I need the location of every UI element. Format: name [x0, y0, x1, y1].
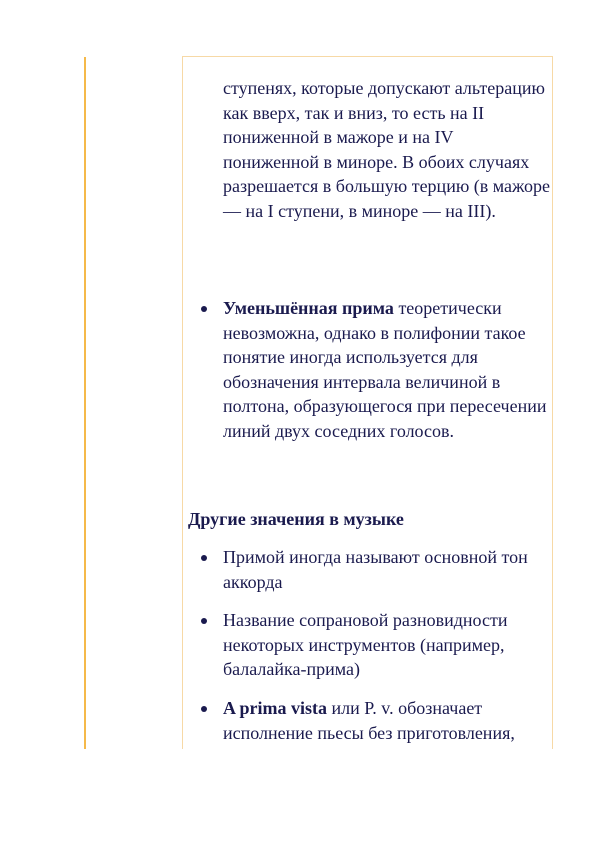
section-heading: Другие значения в музыке [188, 509, 404, 529]
left-margin-rule [84, 57, 86, 749]
text-a-prima-vista: или P. v. обозначает исполнение пьесы без приготовления, [223, 698, 515, 743]
bullet-icon [201, 706, 207, 712]
list-item-diminished-prime [223, 296, 555, 444]
list-item-root-tone [223, 545, 555, 594]
bullet-icon [201, 618, 207, 624]
list-item-soprano-instrument [223, 608, 555, 682]
text-root-tone: Примой иногда называют основной тон аккорда [223, 547, 528, 592]
list-item-a-prima-vista [223, 696, 555, 745]
bullet-icon [201, 306, 207, 312]
continued-paragraph: ступенях, которые допускают альтерацию как вверх, так и вниз, то есть на II пониженной в мажоре и на IV пониженной в миноре. В обоих случаях разрешается в большую терцию (в мажоре — на I ступени, в миноре — на III). [223, 78, 550, 221]
term-a-prima-vista: A prima vista [223, 698, 328, 718]
bullet-icon [201, 555, 207, 561]
term-diminished-prime: Уменьшённая прима [223, 298, 394, 318]
text-diminished-prime: теоретически невозможна, однако в полифонии такое понятие иногда используется для обозначения интервала величиной в полтона, образующегося при пересечении линий двух соседних голосов. [223, 298, 547, 441]
text-soprano-instrument: Название сопрановой разновидности некоторых инструментов (например, балалайка-прима) [223, 610, 508, 680]
